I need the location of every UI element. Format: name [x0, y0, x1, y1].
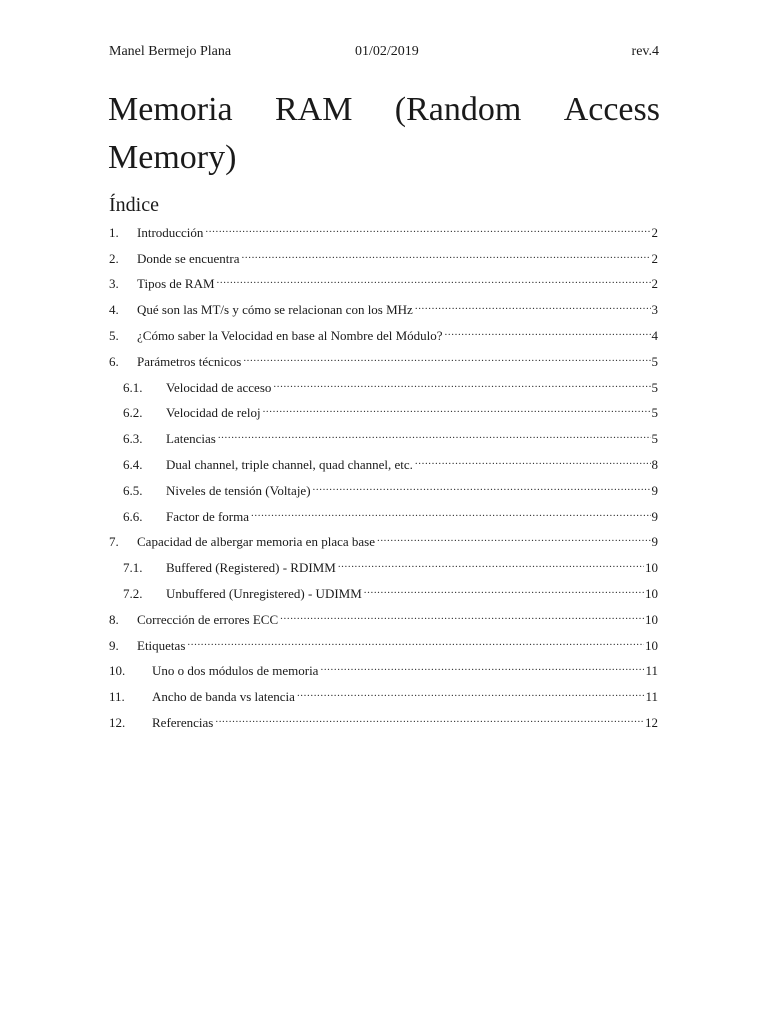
header-date: 01/02/2019 — [355, 44, 419, 59]
toc-entry-number: 6.2. — [123, 405, 143, 421]
toc-dot-leader — [445, 329, 651, 343]
toc-entry[interactable] — [109, 710, 658, 736]
toc-entry-number: 9. — [109, 637, 119, 653]
toc-entry-label[interactable]: Buffered (Registered) - RDIMM — [166, 560, 336, 576]
toc-dot-leader — [364, 587, 644, 601]
toc-entry-page[interactable]: 2 — [651, 224, 658, 240]
toc-dot-leader — [243, 355, 650, 369]
toc-entry-label[interactable]: Introducción — [137, 224, 204, 240]
toc-entry-page[interactable]: 2 — [651, 276, 658, 292]
index-heading: Índice — [109, 194, 159, 216]
title-line-2 — [108, 134, 660, 182]
toc-entry-number: 7.2. — [123, 586, 143, 602]
toc-entry-number: 6. — [109, 353, 119, 369]
toc-dot-leader — [313, 484, 651, 498]
toc-dot-leader — [338, 561, 644, 575]
toc-entry-label[interactable]: Latencias — [166, 431, 216, 447]
toc-entry-page[interactable]: 8 — [651, 457, 658, 473]
toc-entry-number: 3. — [109, 276, 119, 292]
toc-entry-page[interactable]: 9 — [651, 534, 658, 550]
toc-entry-label[interactable]: Velocidad de acceso — [166, 379, 272, 395]
toc-entry-number: 12. — [109, 715, 126, 731]
toc-entry-number: 2. — [109, 250, 119, 266]
toc-entry-page[interactable]: 9 — [651, 508, 658, 524]
toc-entry-label[interactable]: Capacidad de albergar memoria en placa base — [137, 534, 375, 550]
toc-entry-page[interactable]: 5 — [651, 353, 658, 369]
toc-entry-number: 6.6. — [123, 508, 143, 524]
toc-dot-leader — [217, 277, 651, 291]
toc-entry-label[interactable]: Dual channel, triple channel, quad channel, etc. — [166, 457, 413, 473]
toc-entry-page[interactable]: 10 — [645, 611, 658, 627]
toc-dot-leader — [263, 406, 651, 420]
toc-entry-page[interactable]: 11 — [645, 663, 658, 679]
toc-entry-number: 5. — [109, 328, 119, 344]
toc-entry-page[interactable]: 11 — [645, 689, 658, 705]
toc-entry-label[interactable]: Factor de forma — [166, 508, 250, 524]
toc-entry[interactable] — [109, 349, 658, 375]
toc-entry[interactable] — [109, 504, 658, 530]
toc-entry[interactable] — [109, 246, 658, 272]
header-author: Manel Bermejo Plana — [109, 44, 232, 59]
toc-entry-number: 10. — [109, 663, 126, 679]
toc-entry-number: 7. — [109, 534, 119, 550]
toc-entry-label[interactable]: Etiquetas — [137, 637, 186, 653]
toc-entry-number: 6.3. — [123, 431, 143, 447]
page-header — [109, 44, 659, 62]
toc-entry-label[interactable]: Ancho de banda vs latencia — [152, 689, 295, 705]
toc-entry-label[interactable]: Uno o dos módulos de memoria — [152, 663, 319, 679]
toc-dot-leader — [415, 303, 651, 317]
table-of-contents — [109, 220, 658, 736]
toc-entry-number: 7.1. — [123, 560, 143, 576]
toc-entry-label[interactable]: ¿Cómo saber la Velocidad en base al Nombre del Módulo? — [137, 328, 443, 344]
toc-entry-label[interactable]: Niveles de tensión (Voltaje) — [166, 482, 311, 498]
toc-entry[interactable] — [109, 323, 658, 349]
toc-dot-leader — [377, 535, 651, 549]
toc-dot-leader — [415, 458, 651, 472]
toc-dot-leader — [251, 510, 650, 524]
title-word: Memory) — [108, 139, 237, 176]
toc-entry-label[interactable]: Unbuffered (Unregistered) - UDIMM — [166, 586, 362, 602]
toc-entry[interactable] — [109, 220, 658, 246]
toc-entry[interactable] — [109, 452, 658, 478]
toc-entry[interactable] — [109, 530, 658, 556]
toc-entry-label[interactable]: Parámetros técnicos — [137, 353, 242, 369]
toc-entry[interactable] — [109, 633, 658, 659]
title-word: RAM — [274, 91, 353, 128]
toc-dot-leader — [297, 690, 645, 704]
title-line-1 — [108, 86, 660, 134]
toc-entry[interactable] — [109, 478, 658, 504]
toc-entry-number: 8. — [109, 611, 119, 627]
toc-entry-number: 6.5. — [123, 482, 143, 498]
header-revision: rev.4 — [631, 44, 659, 59]
toc-entry[interactable] — [109, 426, 658, 452]
toc-dot-leader — [218, 432, 651, 446]
toc-entry[interactable] — [109, 581, 658, 607]
toc-entry-page[interactable]: 5 — [651, 379, 658, 395]
toc-dot-leader — [280, 613, 644, 627]
toc-entry-number: 6.4. — [123, 457, 143, 473]
toc-entry[interactable] — [109, 375, 658, 401]
toc-entry[interactable] — [109, 607, 658, 633]
toc-entry-label[interactable]: Donde se encuentra — [137, 250, 240, 266]
title-word: Memoria — [108, 91, 233, 128]
toc-entry-number: 1. — [109, 224, 119, 240]
toc-entry-page[interactable]: 10 — [645, 637, 658, 653]
toc-entry[interactable] — [109, 555, 658, 581]
toc-dot-leader — [205, 226, 650, 240]
toc-entry[interactable] — [109, 401, 658, 427]
toc-dot-leader — [187, 639, 644, 653]
toc-entry-number: 4. — [109, 302, 119, 318]
toc-entry-page[interactable]: 4 — [651, 328, 658, 344]
toc-entry-page[interactable]: 5 — [651, 405, 658, 421]
toc-entry-page[interactable]: 9 — [651, 482, 658, 498]
toc-entry-page[interactable]: 5 — [651, 431, 658, 447]
title-word: (Random — [394, 91, 522, 128]
toc-dot-leader — [242, 252, 651, 266]
toc-entry-page[interactable]: 12 — [645, 715, 658, 731]
toc-entry-label[interactable]: Qué son las MT/s y cómo se relacionan con los MHz — [137, 302, 413, 318]
toc-entry-label[interactable]: Tipos de RAM — [137, 276, 215, 292]
toc-entry-page[interactable]: 10 — [645, 586, 658, 602]
toc-entry-page[interactable]: 3 — [651, 302, 658, 318]
toc-dot-leader — [273, 381, 650, 395]
toc-entry-number: 11. — [109, 689, 125, 705]
document-title — [108, 86, 660, 182]
toc-entry-label[interactable]: Referencias — [152, 715, 214, 731]
toc-entry[interactable] — [109, 684, 658, 710]
toc-entry[interactable] — [109, 272, 658, 298]
title-word: Access — [563, 91, 660, 128]
toc-entry-label[interactable]: Velocidad de reloj — [166, 405, 261, 421]
toc-entry-page[interactable]: 2 — [651, 250, 658, 266]
toc-entry[interactable] — [109, 659, 658, 685]
toc-entry[interactable] — [109, 297, 658, 323]
toc-entry-number: 6.1. — [123, 379, 143, 395]
toc-dot-leader — [320, 664, 644, 678]
toc-dot-leader — [215, 716, 644, 730]
toc-entry-page[interactable]: 10 — [645, 560, 658, 576]
toc-entry-label[interactable]: Corrección de errores ECC — [137, 611, 279, 627]
